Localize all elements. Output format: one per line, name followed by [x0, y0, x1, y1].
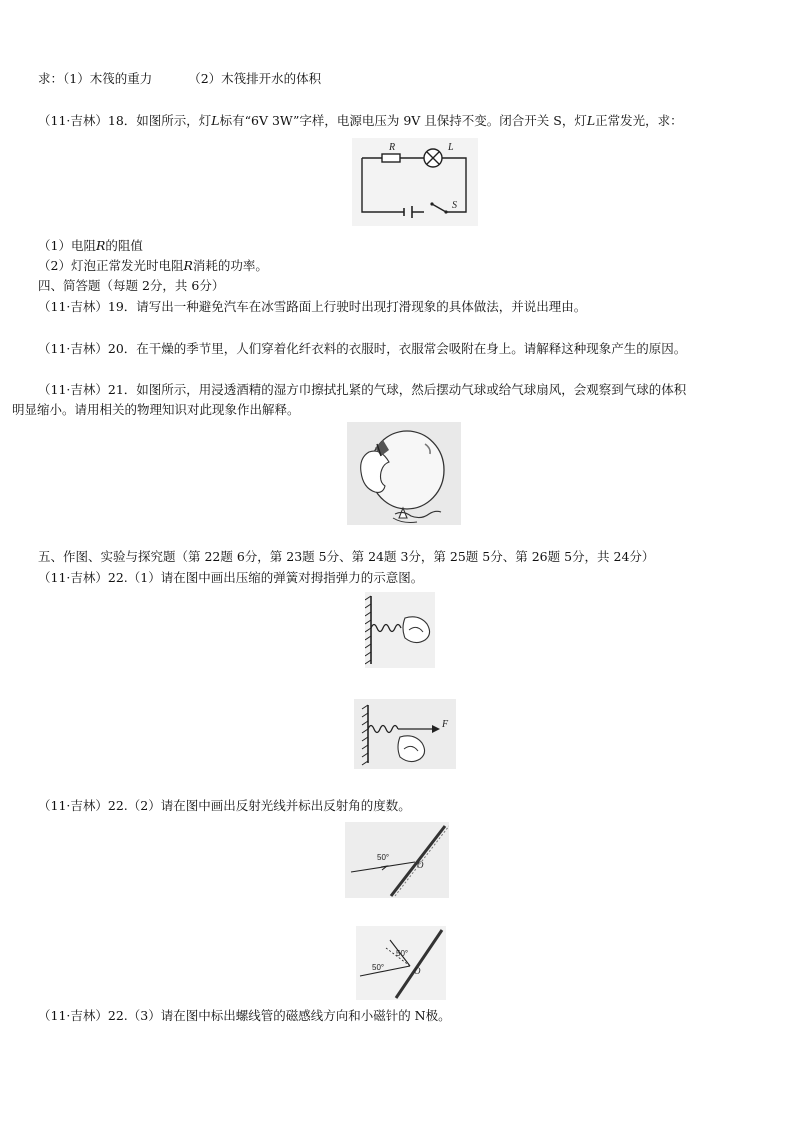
q18-sub2-a: （2）灯泡正常发光时电阻 — [38, 258, 184, 273]
spring-figure-answer — [354, 699, 456, 769]
reflection-point-o-b: O — [414, 966, 421, 976]
reflection-answer-diagram — [356, 926, 446, 1000]
spring-force-diagram — [354, 699, 456, 769]
circuit-diagram — [352, 138, 478, 226]
q17-ask-2: （2）木筏排开水的体积 — [188, 71, 322, 86]
q22-1: （11·吉林）22.（1）请在图中画出压缩的弹簧对拇指弹力的示意图。 — [38, 570, 424, 585]
circuit-label-s: S — [452, 200, 457, 211]
spring-figure-question — [365, 592, 435, 668]
q18-stem — [38, 112, 683, 130]
balloon-figure — [347, 422, 461, 525]
spring-wall-diagram — [365, 592, 435, 668]
q18-sub2-r: R — [183, 258, 193, 273]
force-label-f: F — [442, 719, 449, 730]
circuit-label-l: L — [448, 142, 454, 153]
section-4-heading: 四、简答题（每题 2分，共 6分） — [38, 278, 225, 293]
q18-sub2-b: 消耗的功率。 — [192, 258, 268, 273]
section-5-heading: 五、作图、实验与探究题（第 22题 6分，第 23题 5分、第 24题 3分，第 25题 5分、第 26题 5分，共 24分） — [38, 549, 655, 564]
circuit-label-r: R — [389, 142, 396, 153]
q18-sub1-a: （1）电阻 — [38, 238, 96, 253]
q18-stem-p2: 标有“6V 3W”字样，电源电压为 9V 且保持不变。闭合开关 S，灯 — [219, 113, 587, 128]
q21-line-1: （11·吉林）21．如图所示，用浸透酒精的湿方巾擦拭扎紧的气球，然后摆动气球或给气球扇风，会观察到气球的体积 — [38, 382, 687, 397]
balloon-illustration — [347, 422, 461, 525]
reflection-angle-label-a: 50° — [377, 853, 390, 862]
reflection-figure-answer — [356, 926, 446, 1000]
q18-var-l: L — [211, 113, 220, 128]
q21-line-2: 明显缩小。请用相关的物理知识对此现象作出解释。 — [12, 402, 300, 417]
q18-sub1-b: 的阻值 — [105, 238, 143, 253]
q22-2: （11·吉林）22.（2）请在图中画出反射光线并标出反射角的度数。 — [38, 798, 411, 813]
reflection-angle-label-b1: 50° — [396, 949, 409, 958]
q18-var-l2: L — [586, 113, 596, 128]
q18-sub1 — [38, 237, 143, 255]
q17-ask-line — [38, 70, 321, 88]
q18-sub2 — [38, 257, 268, 275]
q18-stem-p3: 正常发光，求： — [595, 113, 683, 128]
reflection-mirror-diagram — [345, 822, 449, 898]
q18-stem-p1: （11·吉林）18．如图所示，灯 — [38, 113, 212, 128]
q19: （11·吉林）19．请写出一种避免汽车在冰雪路面上行驶时出现打滑现象的具体做法，并说出理由。 — [38, 299, 587, 314]
reflection-point-o-a: O — [417, 860, 424, 870]
q18-sub1-r: R — [95, 238, 106, 253]
circuit-figure — [352, 138, 478, 226]
q20: （11·吉林）20．在干燥的季节里，人们穿着化纤衣料的衣服时，衣服常会吸附在身上。请解释这种现象产生的原因。 — [38, 341, 687, 356]
reflection-figure-question — [345, 822, 449, 898]
q17-ask-1: 求：（1）木筏的重力 — [38, 71, 153, 86]
reflection-angle-label-b2: 50° — [372, 963, 385, 972]
q22-3: （11·吉林）22.（3）请在图中标出螺线管的磁感线方向和小磁针的 N极。 — [38, 1008, 451, 1023]
